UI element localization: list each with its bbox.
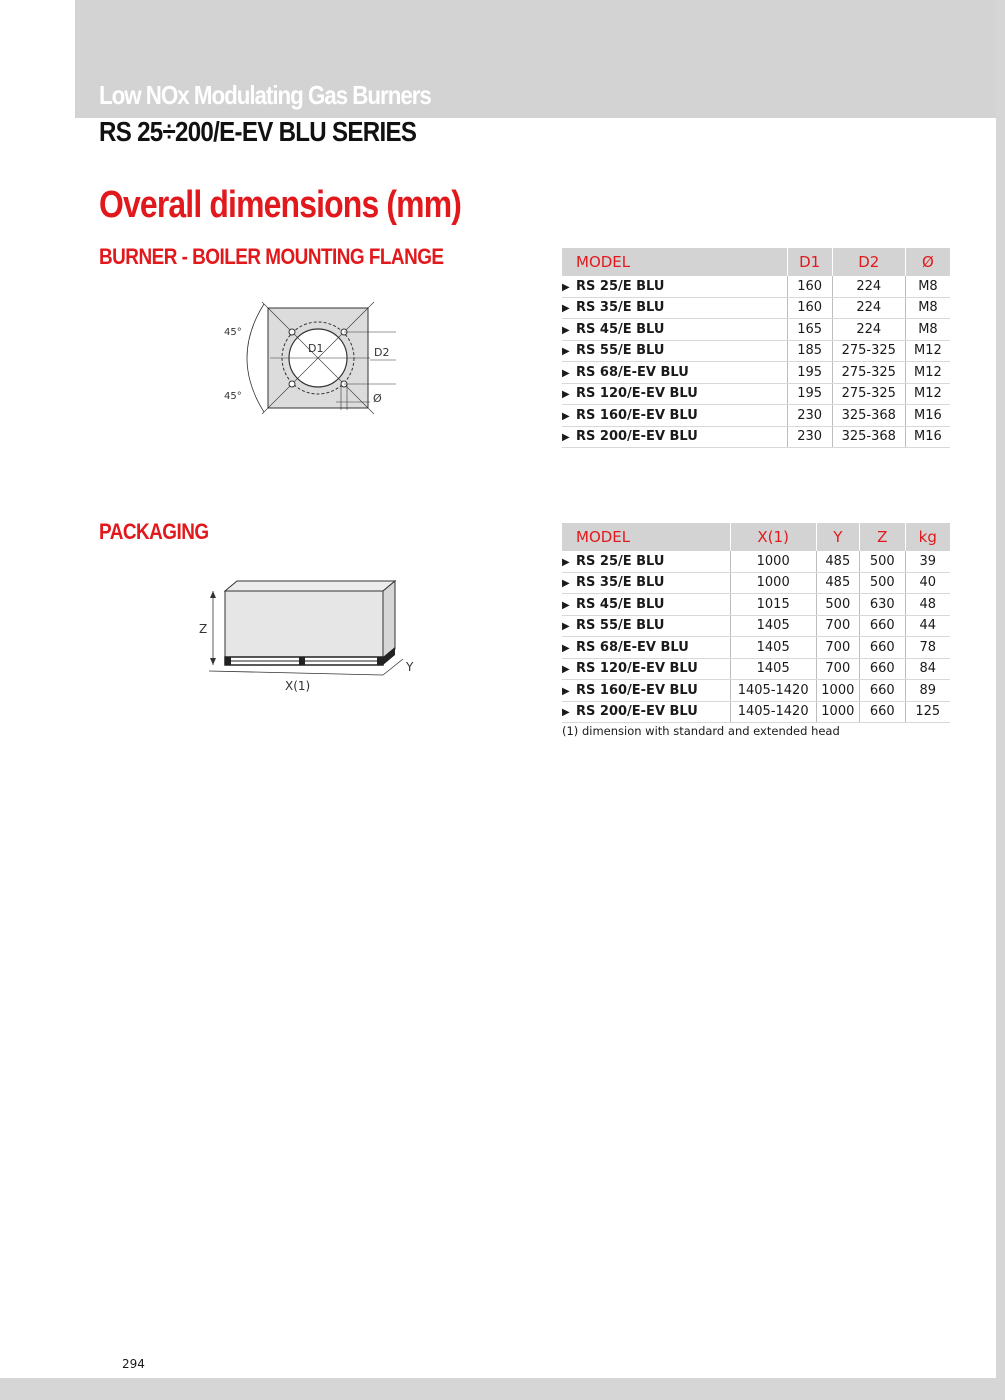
table-row (562, 383, 950, 405)
hole-cell: M16 (905, 426, 950, 448)
col-z: Z (860, 523, 905, 551)
x-cell: 1405-1420 (730, 701, 816, 723)
model-cell: ▶ RS 120/E-EV BLU (562, 383, 787, 405)
table-row (562, 701, 950, 723)
pallet-block (377, 657, 383, 665)
table-row (562, 276, 950, 297)
angle-top-label: 45° (224, 327, 242, 338)
d2-cell: 224 (832, 276, 905, 297)
series-kicker: Low NOx Modulating Gas Burners (99, 80, 431, 110)
d1-cell: 195 (787, 383, 832, 405)
flange-bolt-hole (289, 381, 295, 387)
model-cell: ▶ RS 55/E BLU (562, 615, 730, 637)
x-dimension-line (209, 671, 383, 675)
kg-cell: 78 (905, 637, 950, 659)
z-label: Z (199, 622, 208, 636)
d2-cell: 325-368 (832, 405, 905, 427)
x-cell: 1405-1420 (730, 680, 816, 702)
y-cell: 700 (816, 615, 859, 637)
packaging-footnote: (1) dimension with standard and extended head (562, 724, 840, 738)
d2-cell: 224 (832, 319, 905, 341)
series-title: RS 25÷200/E-EV BLU SERIES (99, 116, 417, 147)
col-model: MODEL (562, 523, 730, 551)
model-cell: ▶ RS 25/E BLU (562, 276, 787, 297)
z-arrow-icon (210, 658, 216, 665)
model-cell: ▶ RS 120/E-EV BLU (562, 658, 730, 680)
hole-cell: M12 (905, 383, 950, 405)
flange-section-title: BURNER - BOILER MOUNTING FLANGE (99, 244, 444, 269)
arrow-right-icon: ▶ (562, 303, 570, 315)
model-cell: ▶ RS 160/E-EV BLU (562, 405, 787, 427)
col-x: X(1) (730, 523, 816, 551)
flange-diagram (220, 298, 410, 428)
d2-cell: 325-368 (832, 426, 905, 448)
arrow-right-icon: ▶ (562, 324, 570, 336)
table-row (562, 340, 950, 362)
arrow-right-icon: ▶ (562, 367, 570, 379)
packaging-section-title: PACKAGING (99, 519, 209, 544)
kg-cell: 44 (905, 615, 950, 637)
arrow-right-icon: ▶ (562, 578, 570, 590)
packaging-diagram (195, 575, 425, 695)
model-cell: ▶ RS 35/E BLU (562, 572, 730, 594)
page-margin (0, 0, 75, 1400)
model-cell: ▶ RS 25/E BLU (562, 551, 730, 572)
model-cell: ▶ RS 160/E-EV BLU (562, 680, 730, 702)
arrow-right-icon: ▶ (562, 410, 570, 422)
y-cell: 1000 (816, 680, 859, 702)
hole-cell: M16 (905, 405, 950, 427)
table-row (562, 594, 950, 616)
hole-cell: M8 (905, 319, 950, 341)
model-cell: ▶ RS 68/E-EV BLU (562, 362, 787, 384)
angle-arc (247, 304, 264, 412)
z-cell: 660 (860, 680, 905, 702)
y-label: Y (406, 660, 414, 674)
hole-label: Ø (373, 392, 382, 405)
model-cell: ▶ RS 35/E BLU (562, 297, 787, 319)
x-cell: 1405 (730, 637, 816, 659)
kg-cell: 40 (905, 572, 950, 594)
table-row (562, 319, 950, 341)
col-d1: D1 (787, 248, 832, 276)
model-cell: ▶ RS 55/E BLU (562, 340, 787, 362)
y-cell: 485 (816, 572, 859, 594)
kg-cell: 84 (905, 658, 950, 680)
kg-cell: 89 (905, 680, 950, 702)
box-side-face (383, 581, 395, 659)
y-cell: 500 (816, 594, 859, 616)
col-d2: D2 (832, 248, 905, 276)
table-row (562, 551, 950, 572)
d2-label: D2 (374, 346, 390, 359)
table-row (562, 637, 950, 659)
y-cell: 700 (816, 658, 859, 680)
arrow-right-icon: ▶ (562, 642, 570, 654)
kg-cell: 39 (905, 551, 950, 572)
d1-cell: 230 (787, 426, 832, 448)
table-row (562, 405, 950, 427)
packaging-table (562, 523, 950, 723)
model-cell: ▶ RS 200/E-EV BLU (562, 701, 730, 723)
flange-table (562, 248, 950, 448)
d1-cell: 185 (787, 340, 832, 362)
flange-table-header (562, 248, 950, 276)
z-cell: 500 (860, 572, 905, 594)
model-cell: ▶ RS 200/E-EV BLU (562, 426, 787, 448)
kg-cell: 125 (905, 701, 950, 723)
arrow-right-icon: ▶ (562, 664, 570, 676)
page-number: 294 (122, 1357, 145, 1371)
x-cell: 1405 (730, 615, 816, 637)
table-row (562, 572, 950, 594)
section-title: Overall dimensions (mm) (99, 184, 462, 226)
col-y: Y (816, 523, 859, 551)
hole-cell: M8 (905, 297, 950, 319)
table-row (562, 297, 950, 319)
d1-cell: 165 (787, 319, 832, 341)
x-label: X(1) (285, 679, 311, 693)
d2-cell: 275-325 (832, 383, 905, 405)
packaging-table-header (562, 523, 950, 551)
arrow-right-icon: ▶ (562, 707, 570, 719)
z-cell: 660 (860, 701, 905, 723)
x-cell: 1000 (730, 551, 816, 572)
col-model: MODEL (562, 248, 787, 276)
model-cell: ▶ RS 68/E-EV BLU (562, 637, 730, 659)
z-cell: 660 (860, 615, 905, 637)
d1-cell: 230 (787, 405, 832, 427)
d2-cell: 275-325 (832, 340, 905, 362)
d1-cell: 160 (787, 297, 832, 319)
table-row (562, 680, 950, 702)
model-cell: ▶ RS 45/E BLU (562, 319, 787, 341)
box-top-face (225, 581, 395, 591)
table-row (562, 615, 950, 637)
box-front-face (225, 591, 383, 657)
arrow-right-icon: ▶ (562, 346, 570, 358)
x-cell: 1015 (730, 594, 816, 616)
d1-cell: 195 (787, 362, 832, 384)
x-cell: 1000 (730, 572, 816, 594)
col-kg: kg (905, 523, 950, 551)
table-row (562, 362, 950, 384)
angle-bottom-label: 45° (224, 391, 242, 402)
d2-cell: 224 (832, 297, 905, 319)
arrow-right-icon: ▶ (562, 621, 570, 633)
z-cell: 660 (860, 637, 905, 659)
y-cell: 485 (816, 551, 859, 572)
d2-cell: 275-325 (832, 362, 905, 384)
flange-bolt-hole (289, 329, 295, 335)
y-cell: 700 (816, 637, 859, 659)
kg-cell: 48 (905, 594, 950, 616)
pallet-block (225, 657, 231, 665)
table-row (562, 658, 950, 680)
footer-band (0, 1378, 1005, 1400)
pallet-block (299, 657, 305, 665)
z-cell: 660 (860, 658, 905, 680)
z-cell: 500 (860, 551, 905, 572)
page-edge (996, 0, 1005, 1400)
model-cell: ▶ RS 45/E BLU (562, 594, 730, 616)
col-hole: Ø (905, 248, 950, 276)
arrow-right-icon: ▶ (562, 685, 570, 697)
arrow-right-icon: ▶ (562, 599, 570, 611)
hole-cell: M12 (905, 340, 950, 362)
x-cell: 1405 (730, 658, 816, 680)
d1-label: D1 (308, 342, 324, 355)
hole-cell: M8 (905, 276, 950, 297)
arrow-right-icon: ▶ (562, 281, 570, 293)
z-arrow-icon (210, 591, 216, 598)
d1-cell: 160 (787, 276, 832, 297)
z-cell: 630 (860, 594, 905, 616)
arrow-right-icon: ▶ (562, 432, 570, 444)
arrow-right-icon: ▶ (562, 389, 570, 401)
table-row (562, 426, 950, 448)
hole-cell: M12 (905, 362, 950, 384)
arrow-right-icon: ▶ (562, 556, 570, 568)
y-cell: 1000 (816, 701, 859, 723)
